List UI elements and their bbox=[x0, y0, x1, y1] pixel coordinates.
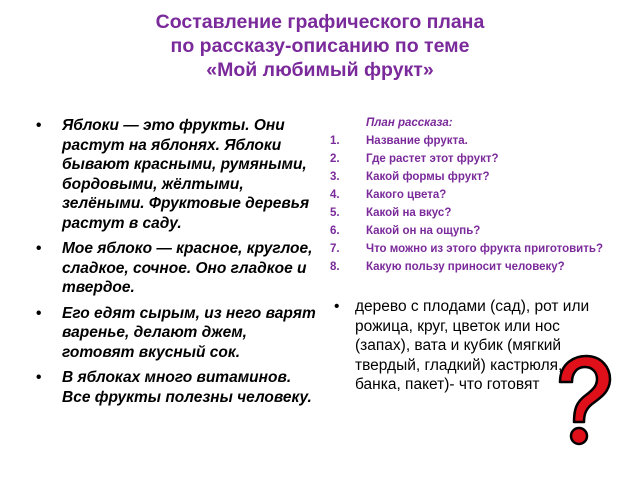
question-mark-icon bbox=[548, 352, 616, 448]
story-paragraph: • В яблоках много витаминов. Все фрукты полезны человеку. bbox=[36, 368, 316, 407]
symbols-text: • дерево с плодами (сад), рот или рожица, круг, цветок или нос (запах), вата и кубик (мягкий твердый, гладкий) кастрюля, банка, пакет)- что готовят bbox=[334, 297, 600, 395]
plan-item-text: Какой на вкус? bbox=[366, 207, 452, 219]
plan-item-text: Какого цвета? bbox=[366, 189, 447, 201]
plan-item-number: 4. bbox=[330, 189, 340, 201]
story-paragraph: • Яблоки — это фрукты. Они растут на яблонях. Яблоки бывают красными, румяными, бордовыми, жёлтыми, зелёными. Фруктовые деревья растут в саду. bbox=[36, 116, 316, 233]
plan-item bbox=[330, 206, 620, 220]
plan-item-number: 5. bbox=[330, 207, 340, 219]
story-text-list bbox=[36, 116, 316, 413]
plan-item-text: Где растет этот фрукт? bbox=[366, 153, 499, 165]
plan-item-number: 3. bbox=[330, 171, 340, 183]
title-line-2: по рассказу-описанию по теме bbox=[170, 35, 470, 57]
title-line-3: «Мой любимый фрукт» bbox=[206, 59, 434, 81]
plan-item bbox=[330, 170, 620, 184]
plan-item-number: 1. bbox=[330, 135, 340, 147]
plan-item bbox=[330, 188, 620, 202]
plan-list bbox=[330, 134, 620, 278]
page-title bbox=[40, 10, 600, 82]
story-paragraph: • Его едят сырым, из него варят варенье, делают джем, готовят вкусный сок. bbox=[36, 304, 316, 363]
plan-item-number: 7. bbox=[330, 243, 340, 255]
title-line-1: Составление графического плана bbox=[155, 11, 485, 33]
plan-item-text: Название фрукта. bbox=[366, 135, 468, 147]
plan-item-text: Какую пользу приносит человеку? bbox=[366, 261, 565, 273]
plan-item bbox=[330, 260, 620, 274]
plan-item-number: 8. bbox=[330, 261, 340, 273]
plan-item bbox=[330, 134, 620, 148]
plan-item bbox=[330, 224, 620, 238]
plan-item-number: 2. bbox=[330, 153, 340, 165]
plan-item bbox=[330, 152, 620, 166]
plan-item-text: Какой он на ощупь? bbox=[366, 225, 481, 237]
plan-item-number: 6. bbox=[330, 225, 340, 237]
plan-item-text: Какой формы фрукт? bbox=[366, 171, 490, 183]
plan-heading: План рассказа: bbox=[366, 117, 453, 129]
plan-item bbox=[330, 242, 620, 256]
plan-item-text: Что можно из этого фрукта приготовить? bbox=[366, 243, 603, 255]
story-paragraph: • Мое яблоко — красное, круглое, сладкое, сочное. Оно гладкое и твердое. bbox=[36, 239, 316, 298]
